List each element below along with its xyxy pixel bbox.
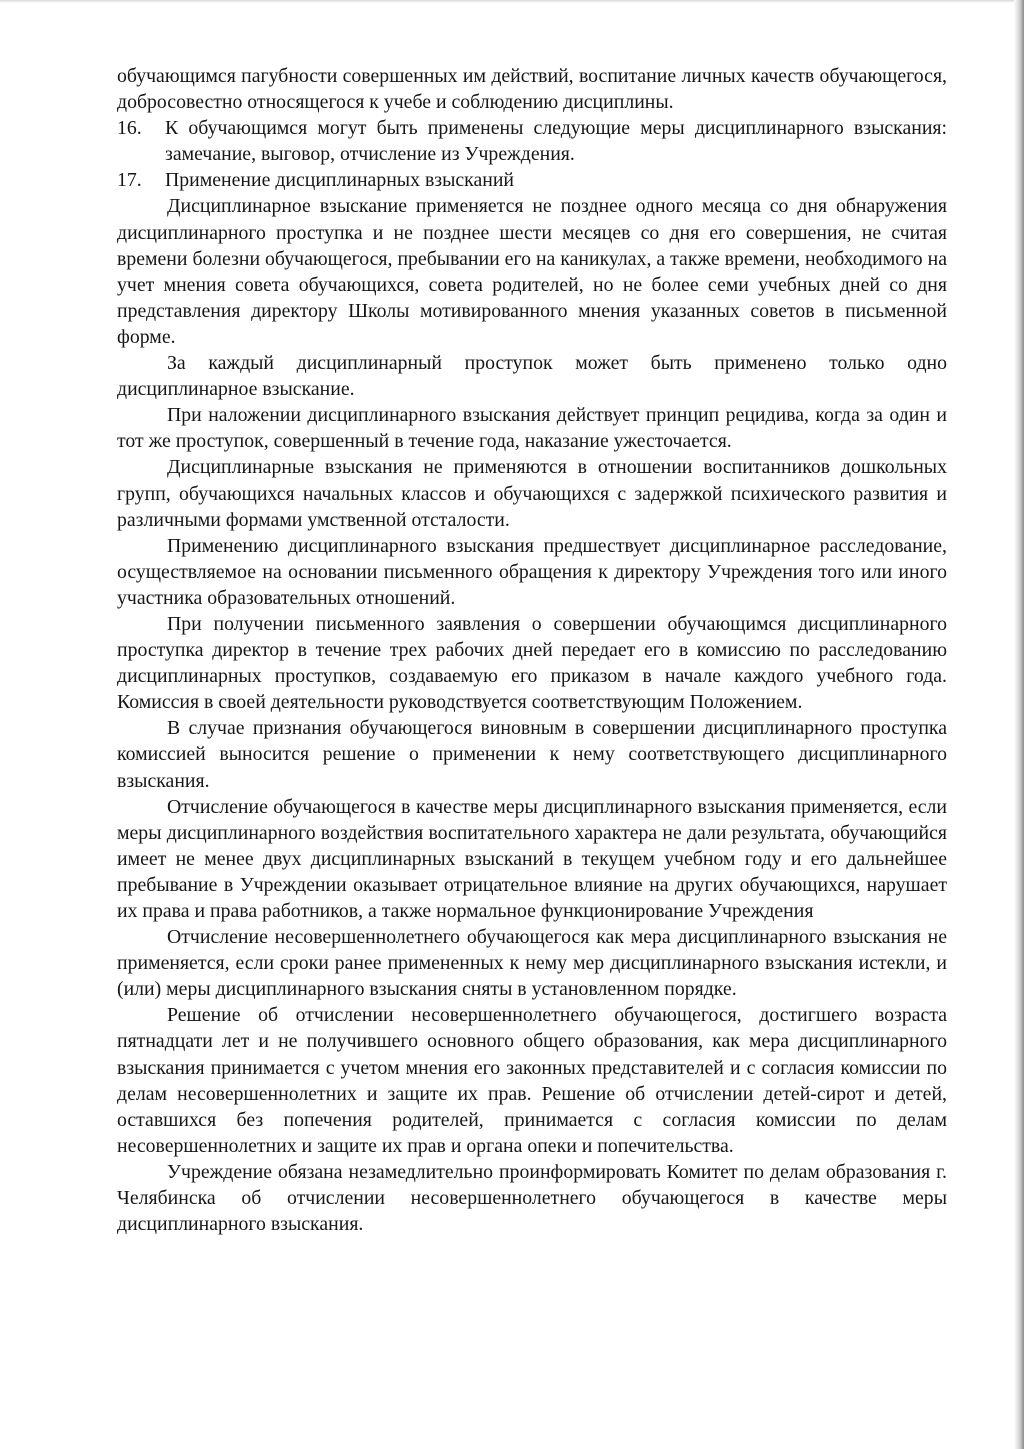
item-16-text: К обучающимся могут быть применены следующие меры дисциплинарного взыскания: замечание, выговор, отчисление из Учреждения. bbox=[165, 117, 947, 166]
document-body bbox=[117, 63, 947, 1237]
paragraph: Дисциплинарное взыскание применяется не позднее одного месяца со дня обнаружения дисциплинарного проступка и не позднее шести месяцев со дня его совершения, не считая времени болезни обучающегося, пребывании его на каникулах, а также времени, необходимого на учет мнения совета обучающихся, совета родителей, но не более семи учебных дней со дня представления директору Школы мотивированного мнения указанных советов в письменной форме. bbox=[117, 195, 947, 348]
paragraph: Отчисление несовершеннолетнего обучающегося как мера дисциплинарного взыскания не применяется, если сроки ранее примененных к нему мер дисциплинарного взыскания истекли, и (или) меры дисциплинарного взыскания сняты в установленном порядке. bbox=[117, 926, 947, 1001]
paragraph: При наложении дисциплинарного взыскания действует принцип рецидива, когда за один и тот же проступок, совершенный в течение года, наказание ужесточается. bbox=[117, 404, 947, 453]
paragraph: Отчисление обучающегося в качестве меры дисциплинарного взыскания применяется, если меры дисциплинарного воздействия воспитательного характера не дали результата, обучающийся имеет не менее двух дисциплинарных взысканий в текущем учебном году и его дальнейшее пребывание в Учреждении оказывает отрицательное влияние на других обучающихся, нарушает их права и права работников, а также нормальное функционирование Учреждения bbox=[117, 795, 947, 922]
paragraph: За каждый дисциплинарный проступок может быть применено только одно дисциплинарное взыскание. bbox=[117, 352, 947, 401]
paragraph: При получении письменного заявления о совершении обучающимся дисциплинарного проступка директор в течение трех рабочих дней передает его в комиссию по расследованию дисциплинарных проступков, создаваемую его приказом в начале каждого учебного года. Комиссия в своей деятельности руководствуется соответствующим Положением. bbox=[117, 612, 947, 714]
paragraph: В случае признания обучающегося виновным в совершении дисциплинарного проступка комиссией выносится решение о применении к нему соответствующего дисциплинарного взыскания. bbox=[117, 717, 947, 792]
item-16 bbox=[117, 115, 947, 167]
scan-edge-right bbox=[1014, 0, 1024, 1449]
item-17-number: 17. bbox=[117, 169, 142, 192]
item-16-number: 16. bbox=[117, 117, 142, 140]
item-17 bbox=[117, 167, 947, 193]
paragraph: Применению дисциплинарного взыскания предшествует дисциплинарное расследование, осуществляемое на основании письменного обращения к директору Учреждения того или иного участника образовательных отношений. bbox=[117, 534, 947, 609]
intro-paragraph: обучающимся пагубности совершенных им действий, воспитание личных качеств обучающегося, добросовестно относящегося к учебе и соблюдению дисциплины. bbox=[117, 65, 947, 114]
paragraph: Дисциплинарные взыскания не применяются в отношении воспитанников дошкольных групп, обучающихся начальных классов и обучающихся с задержкой психического развития и различными формами умственной отсталости. bbox=[117, 456, 947, 531]
scan-edge-top bbox=[0, 0, 1024, 3]
paragraph: Решение об отчислении несовершеннолетнего обучающегося, достигшего возраста пятнадцати лет и не получившего основного общего образования, как мера дисциплинарного взыскания принимается с учетом мнения его законных представителей и с согласия комиссии по делам несовершеннолетних и защите их прав. Решение об отчислении детей-сирот и детей, оставшихся без попечения родителей, принимается с согласия комиссии по делам несовершеннолетних и защите их прав и органа опеки и попечительства. bbox=[117, 1004, 947, 1157]
paragraph: Учреждение обязана незамедлительно проинформировать Комитет по делам образования г. Челябинска об отчислении несовершеннолетнего обучающегося в качестве меры дисциплинарного взыскания. bbox=[117, 1160, 947, 1236]
item-17-heading: Применение дисциплинарных взысканий bbox=[165, 169, 515, 192]
